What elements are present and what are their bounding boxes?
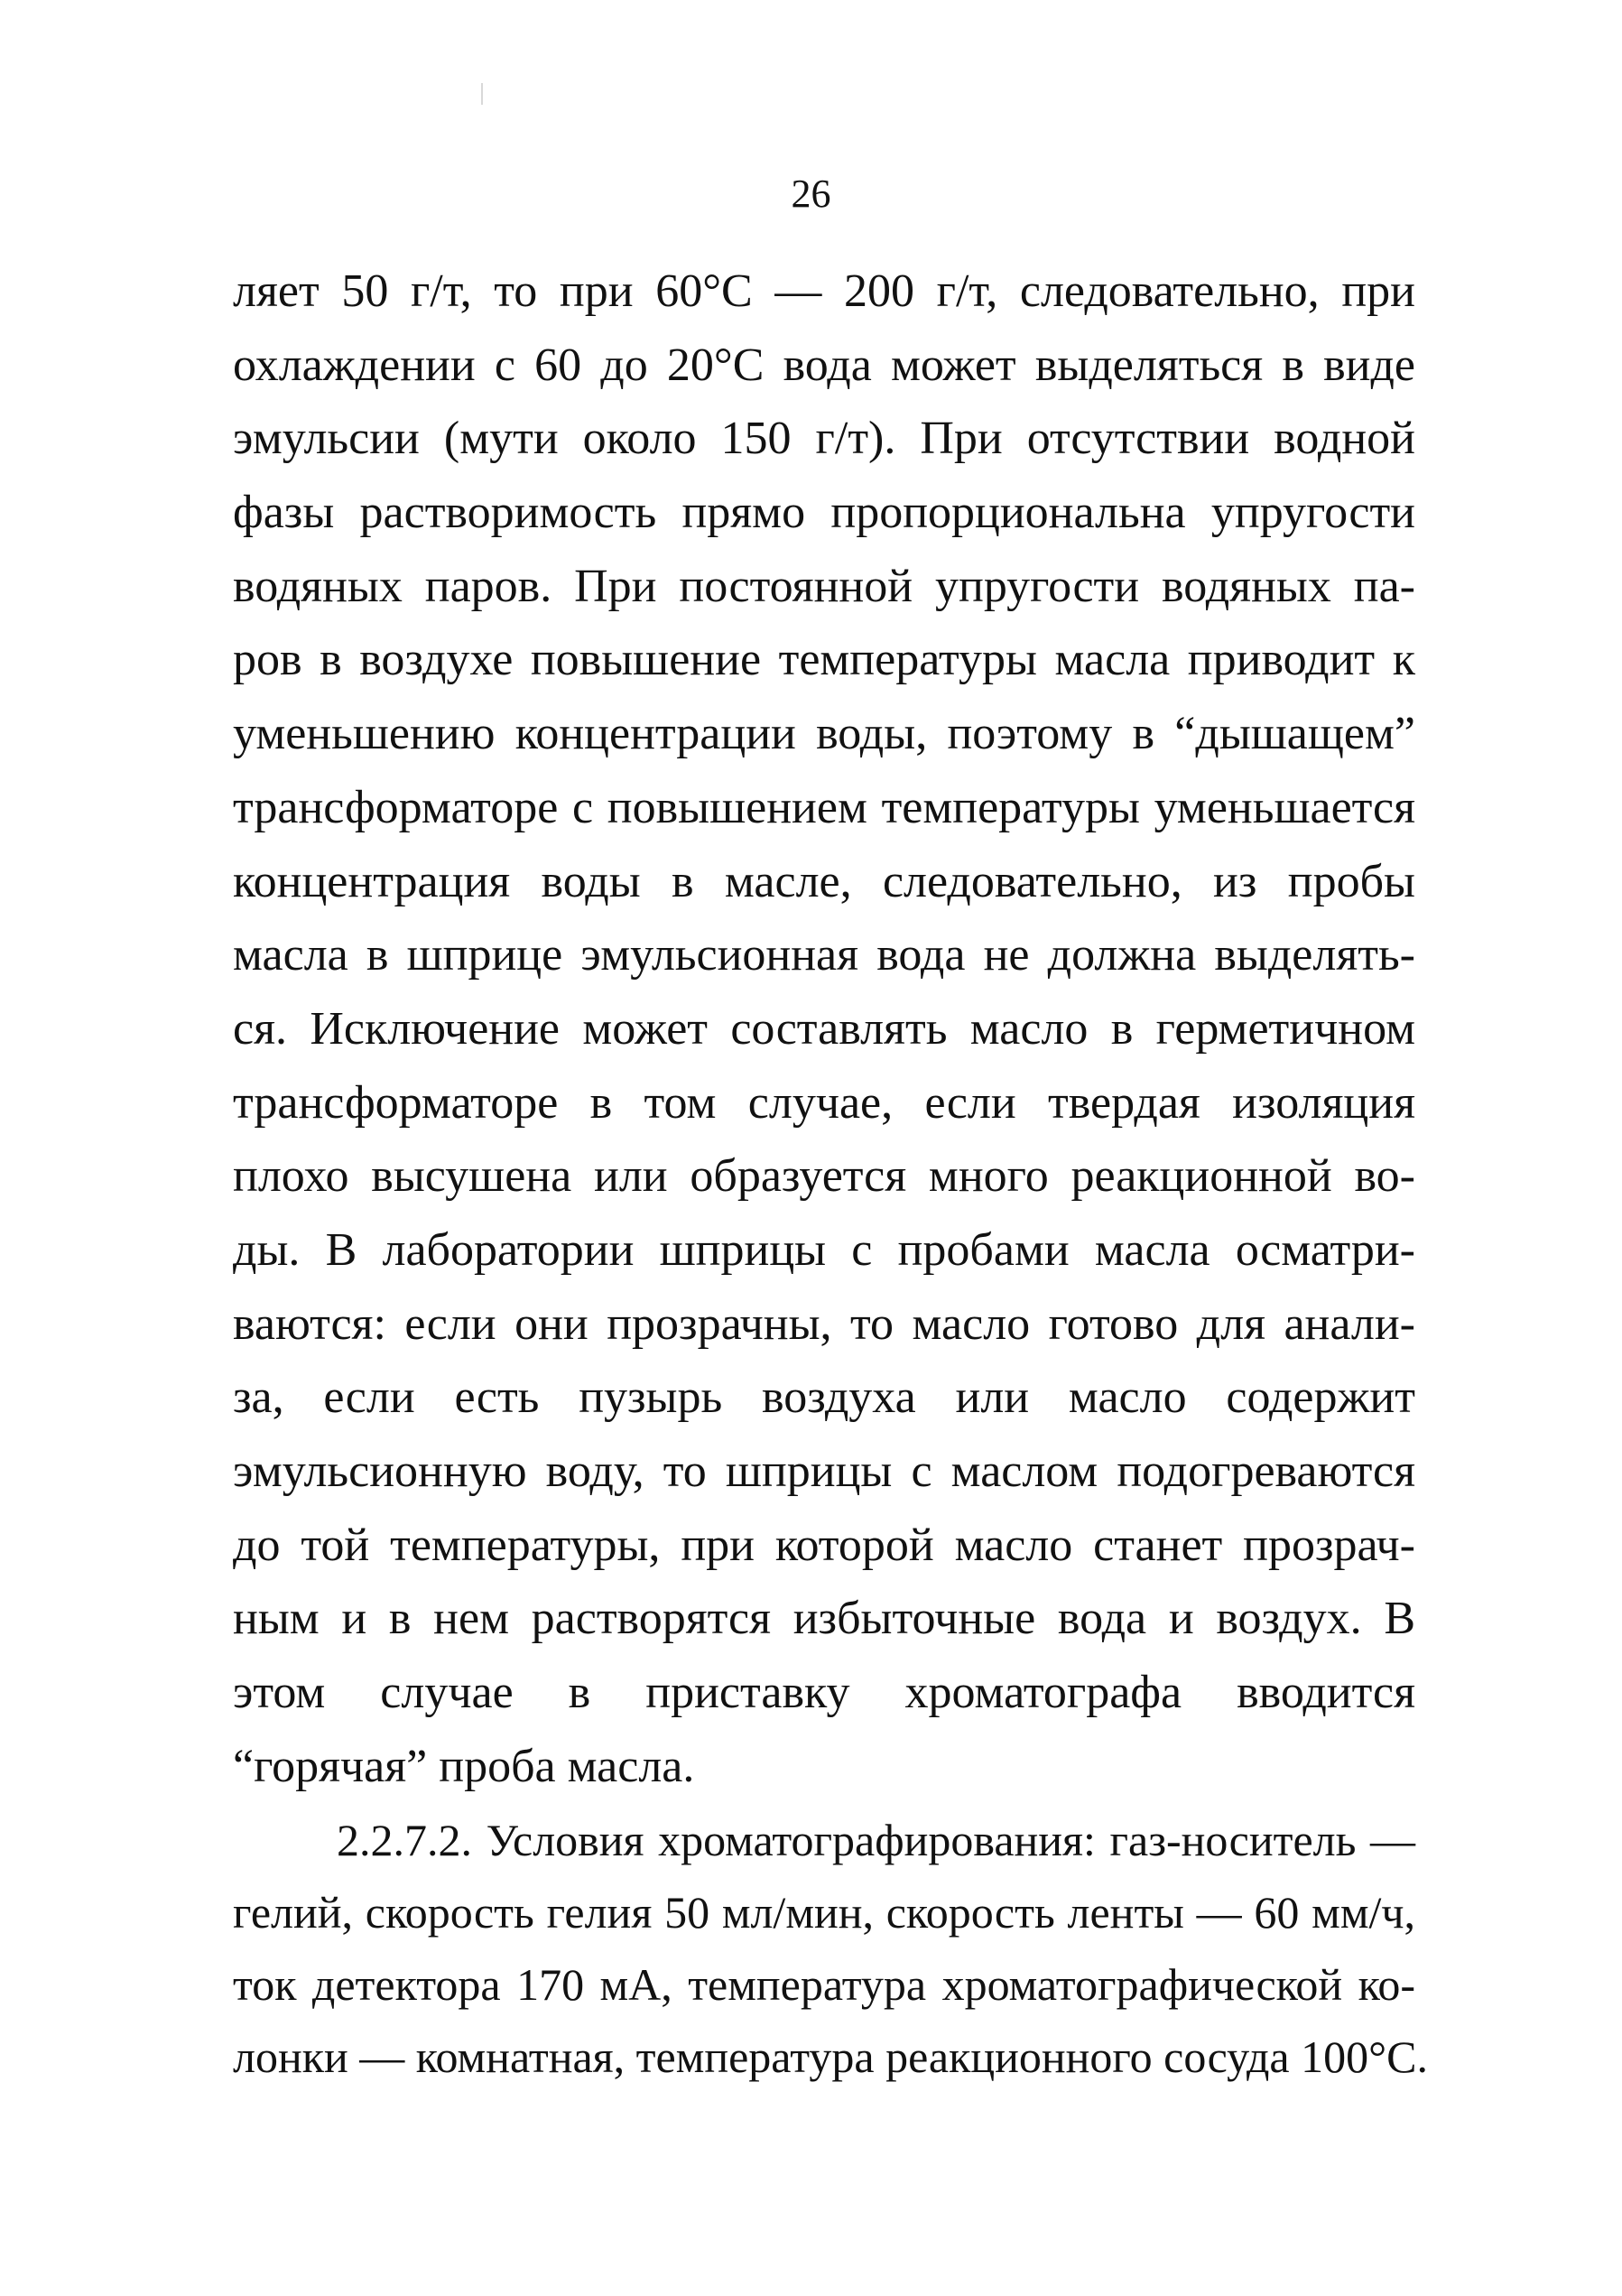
text-line: ды. В лаборатории шприцы с пробами масла осматри- [233, 1223, 1415, 1276]
text-line: лонки — комнатная, температура реакционного сосуда 100°С. [233, 2031, 1428, 2082]
scan-artifact [481, 83, 483, 105]
text-line: фазы растворимость прямо пропорциональна упругости [233, 487, 1415, 539]
text-line: концентрация воды в масле, следовательно, из пробы [233, 855, 1415, 907]
page-number: 26 [791, 172, 831, 216]
text-line: эмульсионную воду, то шприцы с маслом подогреваются [233, 1445, 1415, 1497]
text-line: масла в шприце эмульсионная вода не должна выделять- [233, 929, 1415, 981]
text-line: водяных паров. При постоянной упругости водяных па- [233, 560, 1415, 612]
text-line: этом случае в приставку хроматографа вводится [233, 1667, 1415, 1719]
paragraph-1 [233, 255, 1415, 1803]
text-line: за, если есть пузырь воздуха или масло содержит [233, 1371, 1415, 1424]
text-line: трансформаторе с повышением температуры уменьшается [233, 781, 1415, 833]
text-line: трансформаторе в том случае, если твердая изоляция [233, 1076, 1415, 1129]
text-line: эмульсии (мути около 150 г/т). При отсутствии водной [233, 413, 1415, 465]
text-line: ток детектора 170 мА, температура хроматографической ко- [233, 1959, 1415, 2010]
text-line: ров в воздухе повышение температуры масла приводит к [233, 634, 1415, 686]
text-line: ся. Исключение может составлять масло в герметичном [233, 1002, 1415, 1055]
text-line: ляет 50 г/т, то при 60°С — 200 г/т, следовательно, при [233, 265, 1415, 317]
text-line: уменьшению концентрации воды, поэтому в “дышащем” [233, 708, 1415, 760]
text-line: ным и в нем растворятся избыточные вода и воздух. В [233, 1593, 1415, 1645]
text-line: плохо высушена или образуется много реакционной во- [233, 1150, 1415, 1203]
text-line: до той температуры, при которой масло станет прозрач- [233, 1519, 1415, 1571]
text-line: “горячая” проба масла. [233, 1740, 695, 1792]
text-line: охлаждении с 60 до 20°С вода может выделяться в виде [233, 339, 1415, 391]
text-line: ваются: если они прозрачны, то масло готово для анали- [233, 1297, 1415, 1350]
paragraph-2-section-2-2-7-2 [233, 1804, 1428, 2093]
text-line: 2.2.7.2. Условия хроматографирования: газ-носитель — [337, 1815, 1415, 1865]
text-line: гелий, скорость гелия 50 мл/мин, скорость ленты — 60 мм/ч, [233, 1887, 1415, 1938]
